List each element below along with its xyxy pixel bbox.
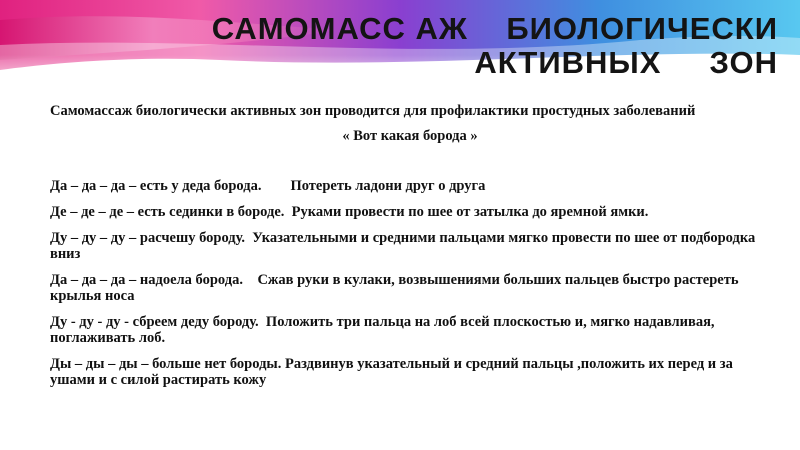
- verse-line: Да – да – да – надоела борода. Сжав руки в кулаки, возвышениями больших пальцев быстро растереть крылья носа: [50, 272, 743, 304]
- slide-title-line-2: АКТИВНЫХ ЗОН: [474, 45, 778, 80]
- slide-title: [138, 12, 778, 80]
- verse-title: « Вот какая борода »: [342, 128, 478, 144]
- verse-list: [50, 178, 760, 398]
- verse-line: Ды – ды – ды – больше нет бороды. Раздвинув указательный и средний пальцы ,положить их перед и за ушами и с силой растирать кожу: [50, 356, 737, 388]
- slide-title-line-1: САМОМАСС АЖ БИОЛОГИЧЕСКИ: [211, 11, 778, 46]
- verse-line: Де – де – де – есть сединки в бороде. Руками провести по шее от затылка до яремной ямки.: [50, 204, 649, 220]
- intro-text: Самомассаж биологически активных зон проводится для профилактики простудных заболеваний: [50, 103, 696, 119]
- verse-line: Да – да – да – есть у деда борода. Потереть ладони друг о друга: [50, 178, 486, 194]
- verse-line: Ду – ду – ду – расчешу бороду. Указательными и средними пальцами мягко провести по шее от подбородка вниз: [50, 230, 759, 262]
- verse-line: Ду - ду - ду - сбреем деду бороду. Положить три пальца на лоб всей плоскостью и, мягко надавливая, поглаживать лоб.: [50, 314, 719, 346]
